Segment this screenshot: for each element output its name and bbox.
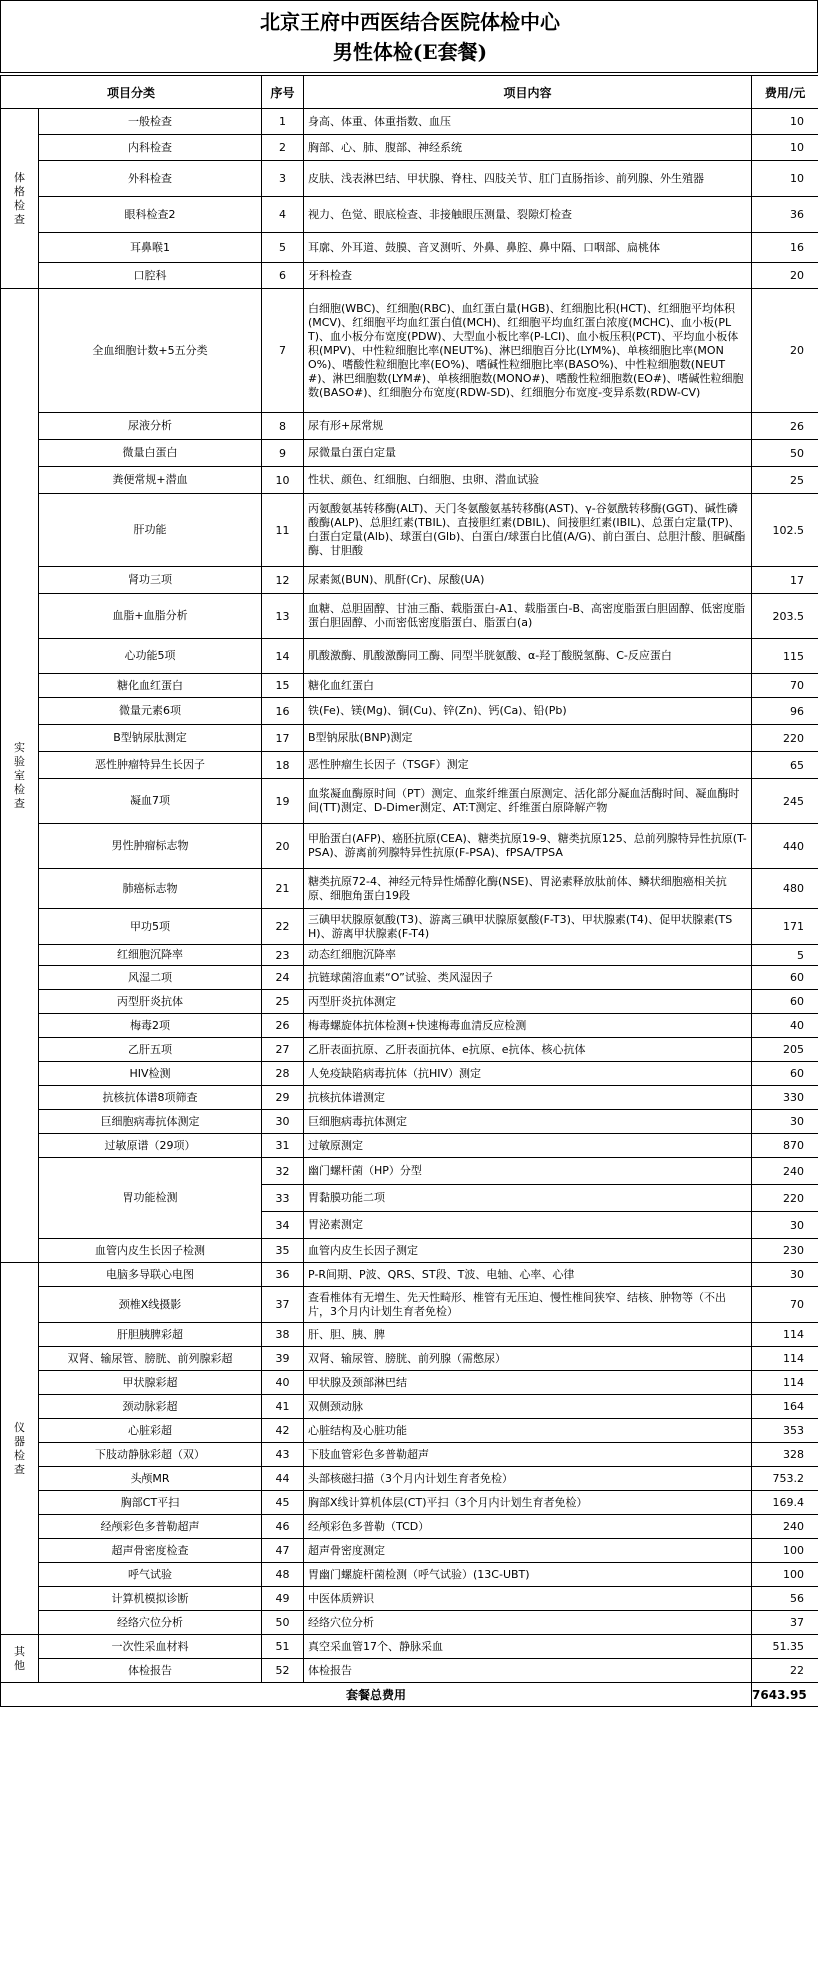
item-fee: 245 xyxy=(752,779,818,824)
item-name: 心功能5项 xyxy=(39,639,262,674)
item-fee: 114 xyxy=(752,1347,818,1371)
item-content: 恶性肿瘤生长因子（TSGF）测定 xyxy=(304,752,752,779)
item-fee: 30 xyxy=(752,1212,818,1239)
table-row xyxy=(1,1038,818,1062)
total-row xyxy=(1,1683,818,1707)
item-content: 胸部X线计算机体层(CT)平扫（3个月内计划生育者免检） xyxy=(304,1491,752,1515)
item-fee: 164 xyxy=(752,1395,818,1419)
item-fee: 22 xyxy=(752,1659,818,1683)
table-row xyxy=(1,1635,818,1659)
total-label: 套餐总费用 xyxy=(1,1683,752,1707)
item-name: 呼气试验 xyxy=(39,1563,262,1587)
table-row xyxy=(1,1263,818,1287)
item-content: 胃泌素测定 xyxy=(304,1212,752,1239)
table-row xyxy=(1,135,818,161)
item-content: 尿微量白蛋白定量 xyxy=(304,440,752,467)
item-content: 三碘甲状腺原氨酸(T3)、游离三碘甲状腺原氨酸(F-T3)、甲状腺素(T4)、促甲状腺素(TSH)、游离甲状腺素(F-T4) xyxy=(304,909,752,945)
item-content: 心脏结构及心脏功能 xyxy=(304,1419,752,1443)
table-row xyxy=(1,1395,818,1419)
item-number: 16 xyxy=(262,698,304,725)
item-fee: 36 xyxy=(752,197,818,233)
item-content: 铁(Fe)、镁(Mg)、铜(Cu)、锌(Zn)、钙(Ca)、铅(Pb) xyxy=(304,698,752,725)
item-content: 尿有形+尿常规 xyxy=(304,413,752,440)
item-name: 尿液分析 xyxy=(39,413,262,440)
item-content: 超声骨密度测定 xyxy=(304,1539,752,1563)
item-fee: 205 xyxy=(752,1038,818,1062)
item-name: 糖化血红蛋白 xyxy=(39,674,262,698)
item-number: 40 xyxy=(262,1371,304,1395)
item-name: 梅毒2项 xyxy=(39,1014,262,1038)
item-number: 50 xyxy=(262,1611,304,1635)
item-number: 15 xyxy=(262,674,304,698)
item-content: 尿素氮(BUN)、肌酐(Cr)、尿酸(UA) xyxy=(304,567,752,594)
item-fee: 20 xyxy=(752,263,818,289)
table-row xyxy=(1,1134,818,1158)
header-content: 项目内容 xyxy=(304,76,752,109)
item-fee: 10 xyxy=(752,161,818,197)
table-row xyxy=(1,639,818,674)
item-fee: 51.35 xyxy=(752,1635,818,1659)
item-content: 糖化血红蛋白 xyxy=(304,674,752,698)
item-fee: 240 xyxy=(752,1158,818,1185)
item-number: 25 xyxy=(262,990,304,1014)
item-content: 耳廓、外耳道、鼓膜、音叉测听、外鼻、鼻腔、鼻中隔、口咽部、扁桃体 xyxy=(304,233,752,263)
item-fee: 870 xyxy=(752,1134,818,1158)
item-number: 39 xyxy=(262,1347,304,1371)
item-name: 经颅彩色多普勒超声 xyxy=(39,1515,262,1539)
item-content: P-R间期、P波、QRS、ST段、T波、电轴、心率、心律 xyxy=(304,1263,752,1287)
item-content: 肝、胆、胰、脾 xyxy=(304,1323,752,1347)
table-row xyxy=(1,289,818,413)
table-row xyxy=(1,413,818,440)
item-name: 下肢动静脉彩超（双） xyxy=(39,1443,262,1467)
item-fee: 26 xyxy=(752,413,818,440)
item-number: 9 xyxy=(262,440,304,467)
item-fee: 60 xyxy=(752,990,818,1014)
item-number: 52 xyxy=(262,1659,304,1683)
item-fee: 102.5 xyxy=(752,494,818,567)
table-row xyxy=(1,440,818,467)
category-group-text: 其他 xyxy=(14,1644,25,1672)
item-number: 45 xyxy=(262,1491,304,1515)
item-name: 巨细胞病毒抗体测定 xyxy=(39,1110,262,1134)
item-number: 14 xyxy=(262,639,304,674)
table-row xyxy=(1,1110,818,1134)
item-name: 口腔科 xyxy=(39,263,262,289)
table-row xyxy=(1,779,818,824)
item-number: 34 xyxy=(262,1212,304,1239)
item-name: 经络穴位分析 xyxy=(39,1611,262,1635)
item-fee: 96 xyxy=(752,698,818,725)
table-row xyxy=(1,263,818,289)
item-content: 血糖、总胆固醇、甘油三酯、载脂蛋白-A1、载脂蛋白-B、高密度脂蛋白胆固醇、低密度脂蛋白胆固醇、小而密低密度脂蛋白、脂蛋白(a) xyxy=(304,594,752,639)
item-fee: 330 xyxy=(752,1086,818,1110)
table-row xyxy=(1,594,818,639)
item-number: 47 xyxy=(262,1539,304,1563)
item-content: 动态红细胞沉降率 xyxy=(304,945,752,966)
item-name: 微量元素6项 xyxy=(39,698,262,725)
item-name: 眼科检查2 xyxy=(39,197,262,233)
item-number: 31 xyxy=(262,1134,304,1158)
item-name: 微量白蛋白 xyxy=(39,440,262,467)
item-number: 4 xyxy=(262,197,304,233)
item-content: 视力、色觉、眼底检查、非接触眼压测量、裂隙灯检查 xyxy=(304,197,752,233)
table-body xyxy=(1,109,818,1683)
item-name: 血管内皮生长因子检测 xyxy=(39,1239,262,1263)
item-content: 血管内皮生长因子测定 xyxy=(304,1239,752,1263)
table-row xyxy=(1,674,818,698)
item-name: 超声骨密度检查 xyxy=(39,1539,262,1563)
table-row xyxy=(1,567,818,594)
table-header-row xyxy=(1,76,818,109)
table-row xyxy=(1,467,818,494)
item-fee: 20 xyxy=(752,289,818,413)
table-row xyxy=(1,1158,818,1185)
item-name: B型钠尿肽测定 xyxy=(39,725,262,752)
table-row xyxy=(1,161,818,197)
item-fee: 25 xyxy=(752,467,818,494)
item-number: 41 xyxy=(262,1395,304,1419)
item-fee: 753.2 xyxy=(752,1467,818,1491)
item-name: 体检报告 xyxy=(39,1659,262,1683)
table-row xyxy=(1,1467,818,1491)
item-name: 肺癌标志物 xyxy=(39,869,262,909)
table-row xyxy=(1,109,818,135)
item-fee: 100 xyxy=(752,1539,818,1563)
table-row xyxy=(1,1539,818,1563)
item-content: 肌酸激酶、肌酸激酶同工酶、同型半胱氨酸、α-羟丁酸脱氢酶、C-反应蛋白 xyxy=(304,639,752,674)
item-fee: 328 xyxy=(752,1443,818,1467)
item-name: 乙肝五项 xyxy=(39,1038,262,1062)
item-fee: 171 xyxy=(752,909,818,945)
category-group-label xyxy=(1,109,39,289)
table-row xyxy=(1,909,818,945)
category-group-label xyxy=(1,1263,39,1635)
item-number: 7 xyxy=(262,289,304,413)
item-content: 性状、颜色、红细胞、白细胞、虫卵、潜血试验 xyxy=(304,467,752,494)
table-row xyxy=(1,725,818,752)
table-row xyxy=(1,1347,818,1371)
item-number: 2 xyxy=(262,135,304,161)
item-number: 6 xyxy=(262,263,304,289)
item-name: 凝血7项 xyxy=(39,779,262,824)
item-name: 一般检查 xyxy=(39,109,262,135)
table-row xyxy=(1,1086,818,1110)
item-name: 头颅MR xyxy=(39,1467,262,1491)
item-number: 17 xyxy=(262,725,304,752)
item-content: 双侧颈动脉 xyxy=(304,1395,752,1419)
table-row xyxy=(1,1563,818,1587)
item-content: 身高、体重、体重指数、血压 xyxy=(304,109,752,135)
table-row xyxy=(1,698,818,725)
item-name: 颈椎X线摄影 xyxy=(39,1287,262,1323)
item-name: 颈动脉彩超 xyxy=(39,1395,262,1419)
item-number: 38 xyxy=(262,1323,304,1347)
item-name: 男性肿瘤标志物 xyxy=(39,824,262,869)
item-content: B型钠尿肽(BNP)测定 xyxy=(304,725,752,752)
item-name: 粪便常规+潜血 xyxy=(39,467,262,494)
item-content: 体检报告 xyxy=(304,1659,752,1683)
category-group-label xyxy=(1,289,39,1263)
item-number: 1 xyxy=(262,109,304,135)
table-row xyxy=(1,1287,818,1323)
item-number: 12 xyxy=(262,567,304,594)
item-number: 46 xyxy=(262,1515,304,1539)
item-content: 白细胞(WBC)、红细胞(RBC)、血红蛋白量(HGB)、红细胞比积(HCT)、红细胞平均体积(MCV)、红细胞平均血红蛋白值(MCH)、红细胞平均血红蛋白浓度(MCHC)、血小板(PLT)、血小板分布宽度(PDW)、大型血小板比率(P-LCI)、血小板压积(PCT)、平均血小板体积(MPV)、中性粒细胞比率(NEUT%)、淋巴细胞百分比(LYM%)、单核细胞比率(MONO%)、嗜酸性粒细胞比率(EO%)、嗜碱性粒细胞比率(BASO%)、中性粒细胞数(NEUT#)、淋巴细胞数(LYM#)、单核细胞数(MONO#)、嗜酸性粒细胞数(EO#)、嗜碱性粒细胞数(BASO#)、红细胞分布宽度(RDW-SD)、红细胞分布宽度-变异系数(RDW-CV) xyxy=(304,289,752,413)
item-fee: 65 xyxy=(752,752,818,779)
item-content: 乙肝表面抗原、乙肝表面抗体、e抗原、e抗体、核心抗体 xyxy=(304,1038,752,1062)
item-fee: 353 xyxy=(752,1419,818,1443)
item-fee: 169.4 xyxy=(752,1491,818,1515)
item-number: 36 xyxy=(262,1263,304,1287)
item-fee: 56 xyxy=(752,1587,818,1611)
item-content: 丙氨酸氨基转移酶(ALT)、天门冬氨酸氨基转移酶(AST)、γ-谷氨酰转移酶(GGT)、碱性磷酸酶(ALP)、总胆红素(TBIL)、直接胆红素(DBIL)、间接胆红素(IBIL)、总蛋白定量(TP)、白蛋白定量(Alb)、球蛋白(Glb)、白蛋白/球蛋白比值(A/G)、前白蛋白、总胆汁酸、胆碱酯酶、甘胆酸 xyxy=(304,494,752,567)
item-name: 计算机模拟诊断 xyxy=(39,1587,262,1611)
exam-items-table xyxy=(0,75,818,1707)
header-num: 序号 xyxy=(262,76,304,109)
header-category: 项目分类 xyxy=(1,76,262,109)
category-group-text: 实验室检查 xyxy=(14,740,25,810)
table-row xyxy=(1,1443,818,1467)
item-fee: 10 xyxy=(752,109,818,135)
item-name: 内科检查 xyxy=(39,135,262,161)
item-fee: 17 xyxy=(752,567,818,594)
item-number: 48 xyxy=(262,1563,304,1587)
item-content: 糖类抗原72-4、神经元特异性烯醇化酶(NSE)、胃泌素释放肽前体、鳞状细胞癌相关抗原、细胞角蛋白19段 xyxy=(304,869,752,909)
table-row xyxy=(1,966,818,990)
item-name: 恶性肿瘤特异生长因子 xyxy=(39,752,262,779)
table-row xyxy=(1,1371,818,1395)
table-row xyxy=(1,1587,818,1611)
item-fee: 100 xyxy=(752,1563,818,1587)
table-row xyxy=(1,990,818,1014)
item-name: 甲状腺彩超 xyxy=(39,1371,262,1395)
item-content: 下肢血管彩色多普勒超声 xyxy=(304,1443,752,1467)
item-fee: 30 xyxy=(752,1263,818,1287)
item-name: 血脂+血脂分析 xyxy=(39,594,262,639)
item-number: 30 xyxy=(262,1110,304,1134)
item-number: 11 xyxy=(262,494,304,567)
item-number: 3 xyxy=(262,161,304,197)
table-row xyxy=(1,233,818,263)
item-fee: 440 xyxy=(752,824,818,869)
item-fee: 50 xyxy=(752,440,818,467)
item-number: 22 xyxy=(262,909,304,945)
item-number: 5 xyxy=(262,233,304,263)
item-name: 全血细胞计数+5五分类 xyxy=(39,289,262,413)
item-number: 43 xyxy=(262,1443,304,1467)
category-group-label xyxy=(1,1635,39,1683)
item-number: 51 xyxy=(262,1635,304,1659)
item-content: 人免疫缺陷病毒抗体（抗HIV）测定 xyxy=(304,1062,752,1086)
package-title: 男性体检(E套餐) xyxy=(332,40,488,64)
table-row xyxy=(1,752,818,779)
item-number: 49 xyxy=(262,1587,304,1611)
item-content: 梅毒螺旋体抗体检测+快速梅毒血清反应检测 xyxy=(304,1014,752,1038)
table-row xyxy=(1,1611,818,1635)
total-value: 7643.95 xyxy=(752,1683,818,1707)
item-fee: 40 xyxy=(752,1014,818,1038)
item-number: 23 xyxy=(262,945,304,966)
item-name: 外科检查 xyxy=(39,161,262,197)
item-fee: 230 xyxy=(752,1239,818,1263)
table-row xyxy=(1,197,818,233)
item-fee: 114 xyxy=(752,1323,818,1347)
hospital-title: 北京王府中西医结合医院体检中心 xyxy=(260,10,560,34)
item-fee: 37 xyxy=(752,1611,818,1635)
item-content: 真空采血管17个、静脉采血 xyxy=(304,1635,752,1659)
item-name: 过敏原谱（29项） xyxy=(39,1134,262,1158)
item-number: 28 xyxy=(262,1062,304,1086)
item-fee: 220 xyxy=(752,1185,818,1212)
table-row xyxy=(1,1659,818,1683)
item-content: 甲胎蛋白(AFP)、癌胚抗原(CEA)、糖类抗原19-9、糖类抗原125、总前列腺特异性抗原(T-PSA)、游离前列腺特异性抗原(F-PSA)、fPSA/TPSA xyxy=(304,824,752,869)
item-number: 21 xyxy=(262,869,304,909)
item-content: 双肾、输尿管、膀胱、前列腺（需憋尿） xyxy=(304,1347,752,1371)
item-content: 胸部、心、肺、腹部、神经系统 xyxy=(304,135,752,161)
item-number: 35 xyxy=(262,1239,304,1263)
item-fee: 220 xyxy=(752,725,818,752)
item-number: 37 xyxy=(262,1287,304,1323)
item-content: 甲状腺及颈部淋巴结 xyxy=(304,1371,752,1395)
item-number: 20 xyxy=(262,824,304,869)
item-content: 血浆凝血酶原时间（PT）测定、血浆纤维蛋白原测定、活化部分凝血活酶时间、凝血酶时间(TT)测定、D-Dimer测定、AT:T测定、纤维蛋白原降解产物 xyxy=(304,779,752,824)
table-row xyxy=(1,1014,818,1038)
item-content: 皮肤、浅表淋巴结、甲状腺、脊柱、四肢关节、肛门直肠指诊、前列腺、外生殖器 xyxy=(304,161,752,197)
item-number: 8 xyxy=(262,413,304,440)
item-content: 抗核抗体谱测定 xyxy=(304,1086,752,1110)
item-number: 10 xyxy=(262,467,304,494)
item-name: HIV检测 xyxy=(39,1062,262,1086)
item-fee: 480 xyxy=(752,869,818,909)
item-name: 胸部CT平扫 xyxy=(39,1491,262,1515)
item-name: 风湿二项 xyxy=(39,966,262,990)
item-content: 头部核磁扫描（3个月内计划生育者免检） xyxy=(304,1467,752,1491)
item-content: 幽门螺杆菌（HP）分型 xyxy=(304,1158,752,1185)
table-row xyxy=(1,1323,818,1347)
item-name: 红细胞沉降率 xyxy=(39,945,262,966)
item-fee: 10 xyxy=(752,135,818,161)
item-number: 26 xyxy=(262,1014,304,1038)
item-fee: 240 xyxy=(752,1515,818,1539)
item-fee: 70 xyxy=(752,674,818,698)
item-name: 甲功5项 xyxy=(39,909,262,945)
item-name: 电脑多导联心电图 xyxy=(39,1263,262,1287)
item-number: 13 xyxy=(262,594,304,639)
item-content: 牙科检查 xyxy=(304,263,752,289)
table-row xyxy=(1,1491,818,1515)
item-content: 抗链球菌溶血素“O”试验、类风湿因子 xyxy=(304,966,752,990)
item-name: 心脏彩超 xyxy=(39,1419,262,1443)
item-fee: 60 xyxy=(752,1062,818,1086)
item-number: 18 xyxy=(262,752,304,779)
item-name: 肝胆胰脾彩超 xyxy=(39,1323,262,1347)
item-number: 27 xyxy=(262,1038,304,1062)
item-number: 42 xyxy=(262,1419,304,1443)
item-number: 19 xyxy=(262,779,304,824)
item-fee: 16 xyxy=(752,233,818,263)
item-name: 肝功能 xyxy=(39,494,262,567)
item-fee: 5 xyxy=(752,945,818,966)
item-content: 中医体质辨识 xyxy=(304,1587,752,1611)
item-fee: 114 xyxy=(752,1371,818,1395)
item-name: 抗核抗体谱8项筛查 xyxy=(39,1086,262,1110)
header-fee: 费用/元 xyxy=(752,76,818,109)
item-fee: 203.5 xyxy=(752,594,818,639)
item-name: 丙型肝炎抗体 xyxy=(39,990,262,1014)
category-group-text: 仪器检查 xyxy=(14,1420,25,1476)
item-content: 经络穴位分析 xyxy=(304,1611,752,1635)
item-name: 肾功三项 xyxy=(39,567,262,594)
item-name: 胃功能检测 xyxy=(39,1158,262,1239)
table-row xyxy=(1,1515,818,1539)
category-group-text: 体格检查 xyxy=(14,170,25,226)
item-number: 33 xyxy=(262,1185,304,1212)
item-content: 经颅彩色多普勒（TCD） xyxy=(304,1515,752,1539)
item-number: 29 xyxy=(262,1086,304,1110)
table-row xyxy=(1,824,818,869)
item-content: 胃黏膜功能二项 xyxy=(304,1185,752,1212)
item-content: 丙型肝炎抗体测定 xyxy=(304,990,752,1014)
item-content: 过敏原测定 xyxy=(304,1134,752,1158)
item-fee: 30 xyxy=(752,1110,818,1134)
item-number: 24 xyxy=(262,966,304,990)
item-fee: 60 xyxy=(752,966,818,990)
table-row xyxy=(1,1062,818,1086)
item-content: 查看椎体有无增生、先天性畸形、椎管有无压迫、慢性椎间狭窄、结核、肿物等（不出片，3个月内计划生育者免检） xyxy=(304,1287,752,1323)
item-fee: 115 xyxy=(752,639,818,674)
item-name: 耳鼻喉1 xyxy=(39,233,262,263)
item-fee: 70 xyxy=(752,1287,818,1323)
item-content: 巨细胞病毒抗体测定 xyxy=(304,1110,752,1134)
item-number: 44 xyxy=(262,1467,304,1491)
item-number: 32 xyxy=(262,1158,304,1185)
title-block xyxy=(0,0,818,73)
table-row xyxy=(1,869,818,909)
item-name: 双肾、输尿管、膀胱、前列腺彩超 xyxy=(39,1347,262,1371)
table-row xyxy=(1,1419,818,1443)
table-row xyxy=(1,494,818,567)
table-row xyxy=(1,945,818,966)
item-content: 胃幽门螺旋杆菌检测（呼气试验）(13C-UBT) xyxy=(304,1563,752,1587)
table-row xyxy=(1,1239,818,1263)
item-name: 一次性采血材料 xyxy=(39,1635,262,1659)
